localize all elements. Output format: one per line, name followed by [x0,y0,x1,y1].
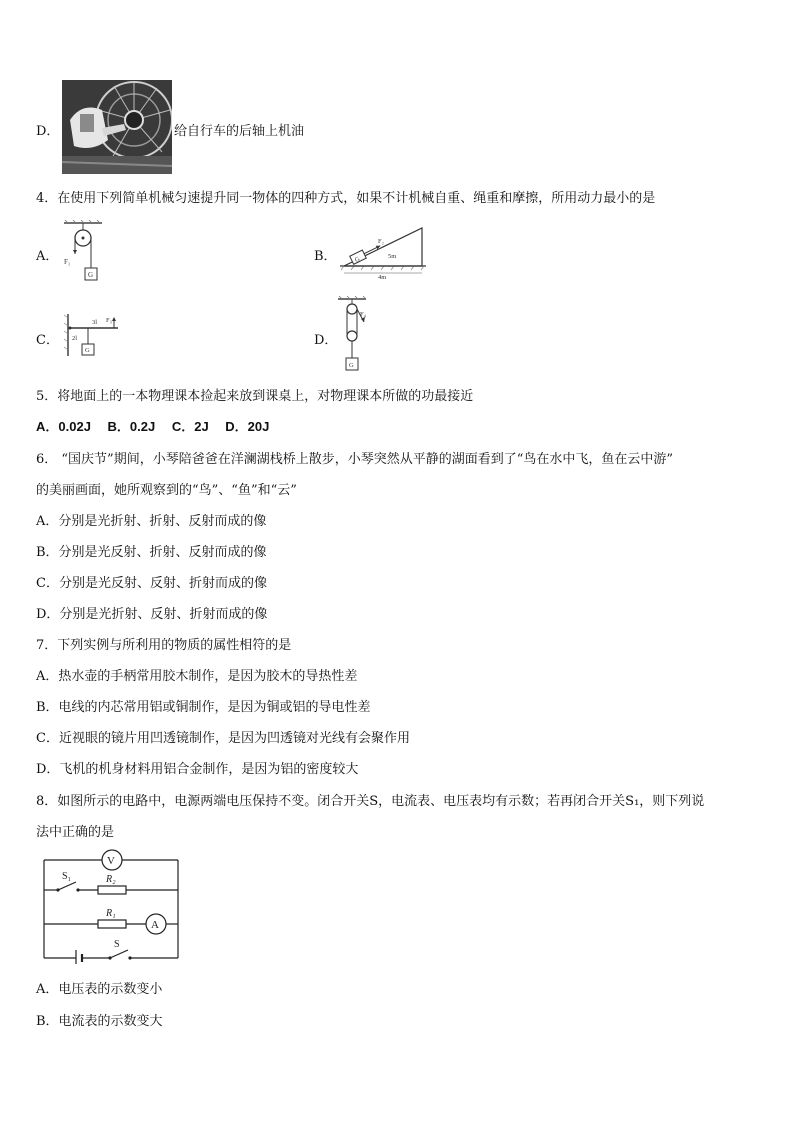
q4-option-b-label: B． [314,249,337,264]
bicycle-axle-photo [62,80,172,174]
fig-b-force-label: F₂ [378,238,384,245]
resistor-r1-label: R₁ [106,908,116,919]
voltmeter-label: V [107,855,115,867]
fig-a-weight-label: G [88,271,94,279]
q7-option-a: A．热水壶的手柄常用胶木制作，是因为胶木的导热性差 [36,669,358,684]
q7-option-c: C．近视眼的镜片用凹透镜制作，是因为凹透镜对光线有会聚作用 [36,731,410,746]
q8-option-b: B．电流表的示数变大 [36,1014,163,1029]
fig-c-weight-label: G [85,347,90,354]
q3-option-d-label: D． [36,124,60,139]
fig-d-force-label: F₄ [360,311,366,318]
q6-option-c: C．分别是光反射、反射、折射而成的像 [36,576,267,591]
q7-option-d: D．飞机的机身材料用铝合金制作，是因为铝的密度较大 [36,762,359,777]
fig-b-slope-label: 5m [388,253,397,260]
q5-options: A．0.02J B．0.2J C．2J D．20J [36,419,270,434]
q7-option-b: B．电线的内芯常用铝或铜制作，是因为铜或铝的导电性差 [36,700,371,715]
fig-a-force-label: F₁ [64,258,71,266]
switch-s-label: S [114,939,120,950]
switch-s1-label: S₁ [62,871,72,882]
q6-option-d: D．分别是光折射、反射、折射而成的像 [36,607,268,622]
fig-b-base-label: 4m [378,274,387,280]
q6-stem-line2: 的美丽画面，她所观察到的“鸟”、“鱼”和“云” [36,483,297,498]
q8-stem-line2: 法中正确的是 [36,825,115,840]
ammeter-label: A [151,919,159,931]
resistor-r2-label: R₂ [106,874,116,885]
q4-stem: 4．在使用下列简单机械匀速提升同一物体的四种方式，如果不计机械自重、绳重和摩擦，所用动力最小的是 [36,191,656,206]
fig-c-force-label: F₃ [106,317,112,324]
fig-c-l2-label: 2l [72,335,78,342]
q8-option-a: A．电压表的示数变小 [36,982,163,997]
q4-option-d-label: D． [314,333,338,348]
q6-option-b: B．分别是光反射、折射、反射而成的像 [36,545,267,560]
q3-option-d-text: 给自行车的后轴上机油 [174,124,305,139]
q4-option-a-label: A． [36,249,59,264]
pulley-block-figure [336,296,370,374]
q6-option-a: A．分别是光折射、折射、反射而成的像 [36,514,267,529]
fig-c-l1-label: 3l [92,319,98,326]
q5-stem: 5．将地面上的一本物理课本捡起来放到课桌上，对物理课本所做的功最接近 [36,389,474,404]
fixed-pulley-figure [60,220,106,286]
fig-b-weight-label: G [353,255,362,264]
fig-d-weight-label: G [349,362,354,369]
circuit-diagram [36,848,184,964]
inclined-plane-figure [338,222,428,280]
lever-figure [62,312,122,358]
q4-option-c-label: C． [36,333,59,348]
q6-stem-line1: 6． “国庆节”期间，小琴陪爸爸在洋澜湖栈桥上散步，小琴突然从平静的湖面看到了“鸟在水中飞，鱼在云中游” [36,452,673,467]
q7-stem: 7．下列实例与所利用的物质的属性相符的是 [36,638,292,653]
q8-stem-line1: 8．如图所示的电路中，电源两端电压保持不变。闭合开关S，电流表、电压表均有示数；若再闭合开关S₁，则下列说 [36,794,705,809]
